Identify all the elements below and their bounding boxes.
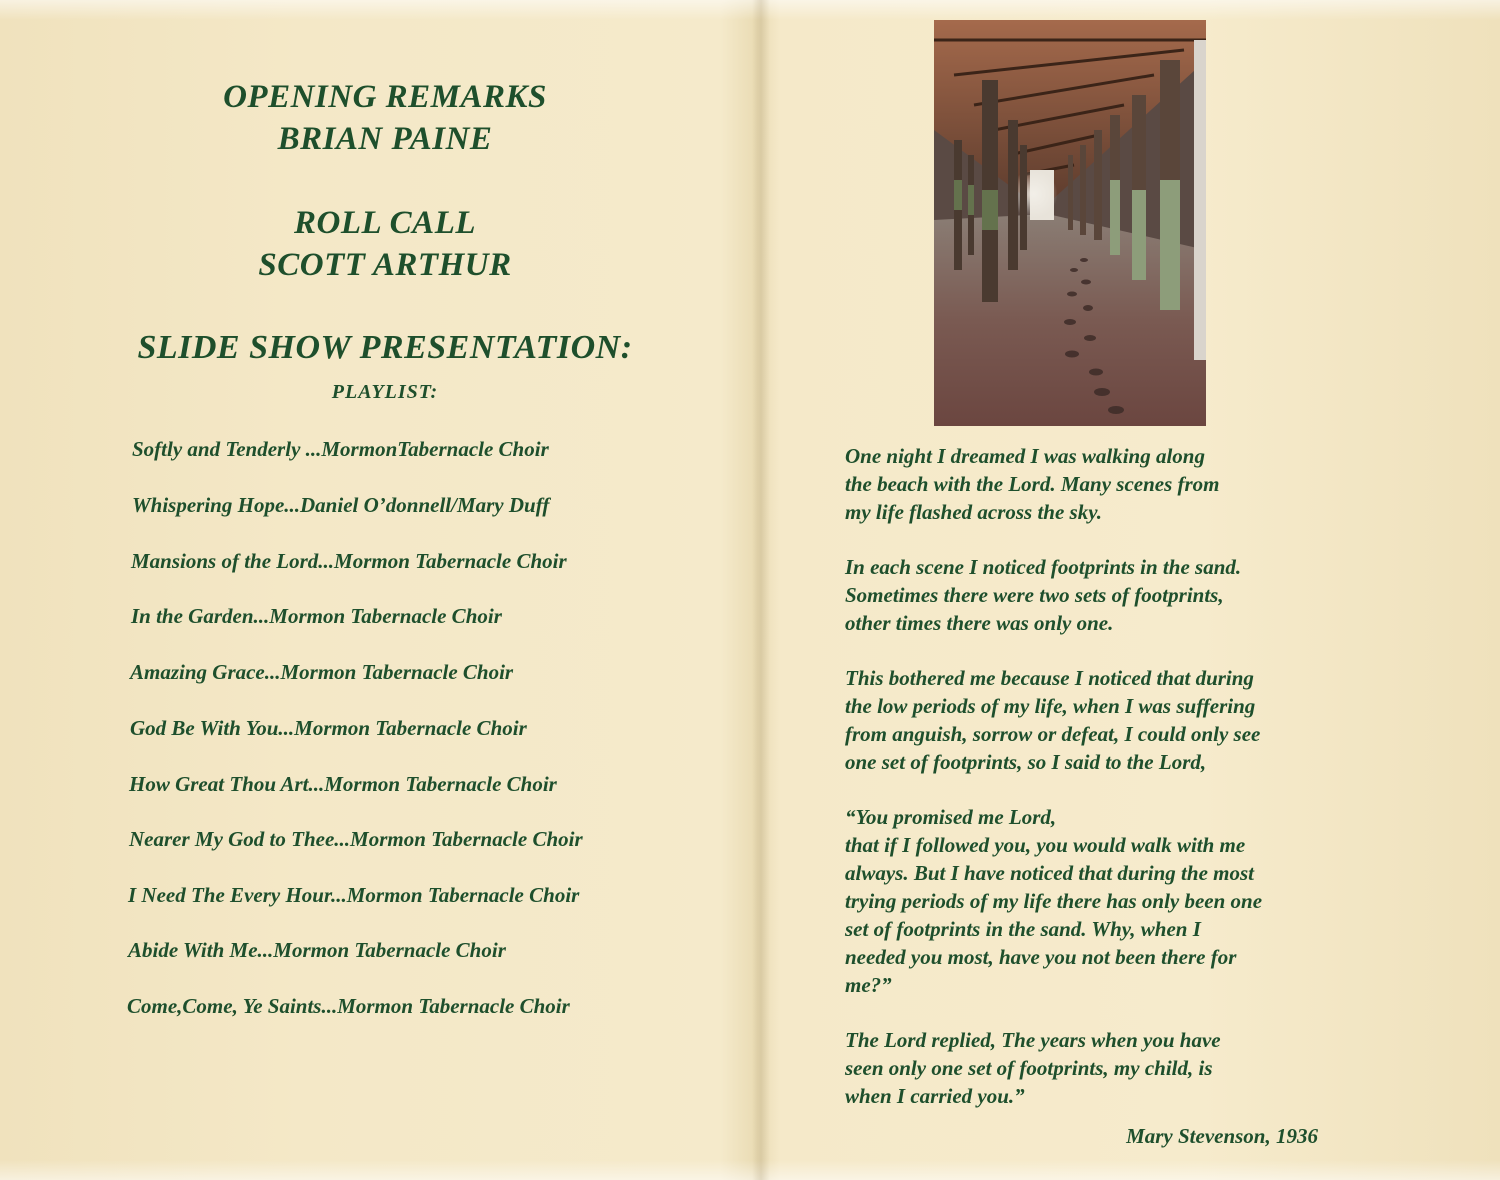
poem-line: trying periods of my life there has only been one xyxy=(845,889,1263,913)
poem-line: when I carried you.” xyxy=(845,1084,1025,1108)
paper-top-edge xyxy=(0,0,1500,20)
opening-remarks-speaker: BRIAN PAINE xyxy=(277,121,493,157)
poem-line: needed you most, have you not been there for xyxy=(845,945,1237,969)
poem-line: “You promised me Lord, xyxy=(845,805,1057,829)
slide-show-title: SLIDE SHOW PRESENTATION: xyxy=(137,329,633,366)
playlist-item: God Be With You...Mormon Tabernacle Choir xyxy=(130,716,527,740)
playlist-item: How Great Thou Art...Mormon Tabernacle Choir xyxy=(129,772,557,796)
playlist-item: In the Garden...Mormon Tabernacle Choir xyxy=(131,604,502,628)
poem-line: seen only one set of footprints, my child, is xyxy=(845,1056,1213,1080)
poem-line: the beach with the Lord. Many scenes from xyxy=(845,472,1220,496)
playlist-item: Softly and Tenderly ...MormonTabernacle Choir xyxy=(132,437,549,461)
playlist-item: Whispering Hope...Daniel O’donnell/Mary Duff xyxy=(132,493,550,517)
poem-line: my life flashed across the sky. xyxy=(845,500,1103,524)
playlist-item: Nearer My God to Thee...Mormon Tabernacle Choir xyxy=(129,827,583,851)
poem-line: me?” xyxy=(845,973,892,997)
poem-line: that if I followed you, you would walk with me xyxy=(845,833,1246,857)
poem-credit: Mary Stevenson, 1936 xyxy=(1126,1124,1318,1148)
poem-line: always. But I have noticed that during the most xyxy=(845,861,1254,885)
poem-line: The Lord replied, The years when you have xyxy=(845,1028,1221,1052)
playlist-label: PLAYLIST: xyxy=(331,381,439,403)
poem-line: This bothered me because I noticed that during xyxy=(845,666,1254,690)
center-fold xyxy=(752,0,770,1180)
footprints-under-pier-photo xyxy=(934,20,1206,426)
roll-call-title: ROLL CALL xyxy=(293,205,477,241)
poem-line: one set of footprints, so I said to the Lord, xyxy=(845,750,1207,774)
playlist-item: Mansions of the Lord...Mormon Tabernacle Choir xyxy=(131,549,567,573)
poem-line: Sometimes there were two sets of footprints, xyxy=(845,583,1224,607)
poem-line: set of footprints in the sand. Why, when I xyxy=(845,917,1201,941)
playlist-item: Abide With Me...Mormon Tabernacle Choir xyxy=(128,938,506,962)
paper-bottom-edge xyxy=(0,1160,1500,1180)
poem-line: the low periods of my life, when I was suffering xyxy=(845,694,1256,718)
playlist-item: Amazing Grace...Mormon Tabernacle Choir xyxy=(130,660,514,684)
poem-line: One night I dreamed I was walking along xyxy=(845,444,1205,468)
poem-line: other times there was only one. xyxy=(845,611,1114,635)
playlist-item: Come,Come, Ye Saints...Mormon Tabernacle Choir xyxy=(127,994,570,1018)
playlist-item: I Need The Every Hour...Mormon Tabernacle Choir xyxy=(128,883,580,907)
poem-line: from anguish, sorrow or defeat, I could only see xyxy=(845,722,1261,746)
roll-call-speaker: SCOTT ARTHUR xyxy=(258,247,512,283)
opening-remarks-title: OPENING REMARKS xyxy=(223,79,547,115)
poem-line: In each scene I noticed footprints in the sand. xyxy=(845,555,1242,579)
